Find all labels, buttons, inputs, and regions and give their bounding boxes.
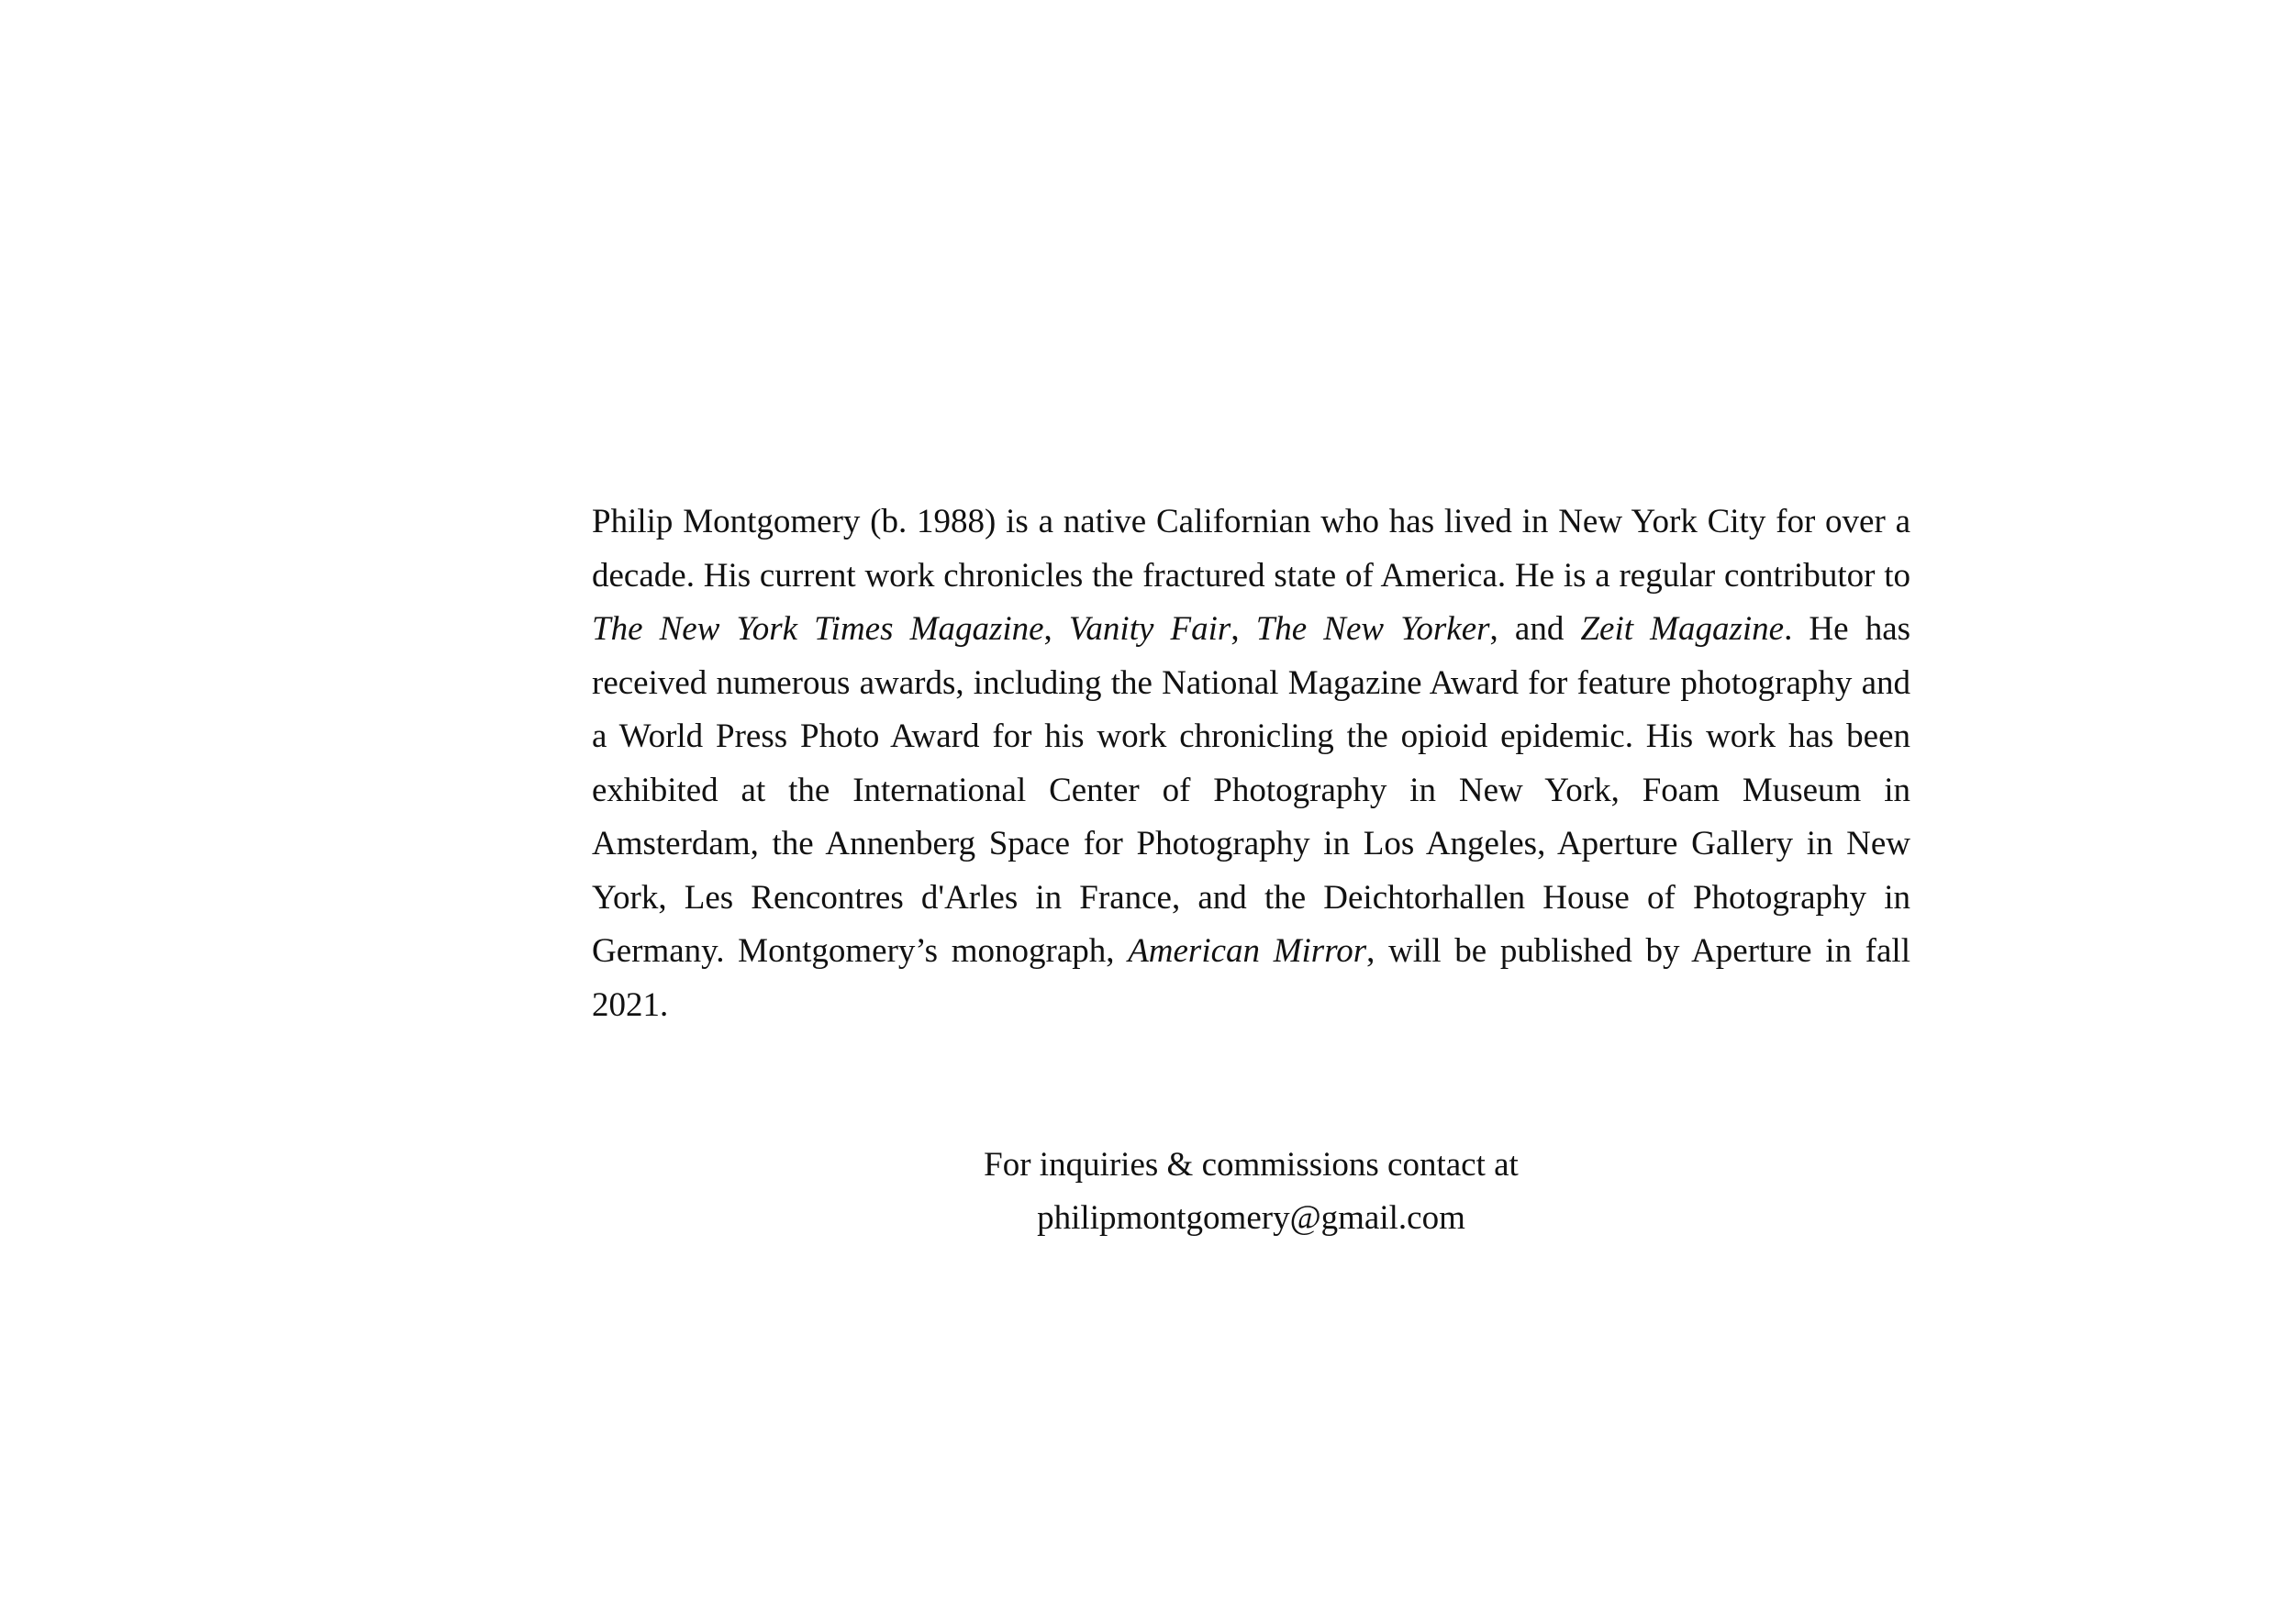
bio-text-1: Philip Montgomery (b. 1988) is a native Californian who has lived in New York City for over a decade. His current work chronicles the fractured state of America. He is a regular contributor to: [592, 503, 1910, 595]
publication-nyt-magazine: The New York Times Magazine: [592, 610, 1044, 648]
bio-text-2: . He has received numerous awards, including the National Magazine Award for feature photography and a World Press Photo Award for his work chronicling the opioid epidemic. His work has been exhibited at the International Center of Photography in New York, Foam Museum in Amsterdam, the Annenberg Space for Photography in Los Angeles, Aperture Gallery in New York, Les Rencontres d'Arles in France, and the Deichtorhallen House of Photography in Germany. Montgomery’s monograph,: [592, 610, 1911, 970]
biography-paragraph: [592, 495, 1910, 1032]
bio-text-3: , will be published by Aperture in fall 2021.: [592, 932, 1910, 1024]
publication-zeit-magazine: Zeit Magazine: [1580, 610, 1785, 648]
bio-separator-1: ,: [1043, 610, 1069, 648]
contact-email[interactable]: philipmontgomery@gmail.com: [1037, 1199, 1465, 1237]
publication-vanity-fair: Vanity Fair: [1068, 610, 1231, 648]
monograph-title: American Mirror: [1128, 932, 1367, 970]
contact-block: [592, 1139, 1910, 1245]
contact-label: For inquiries & commissions contact at: [984, 1146, 1519, 1184]
bio-separator-3: , and: [1489, 610, 1581, 648]
bio-separator-2: ,: [1231, 610, 1256, 648]
publication-new-yorker: The New Yorker: [1255, 610, 1490, 648]
